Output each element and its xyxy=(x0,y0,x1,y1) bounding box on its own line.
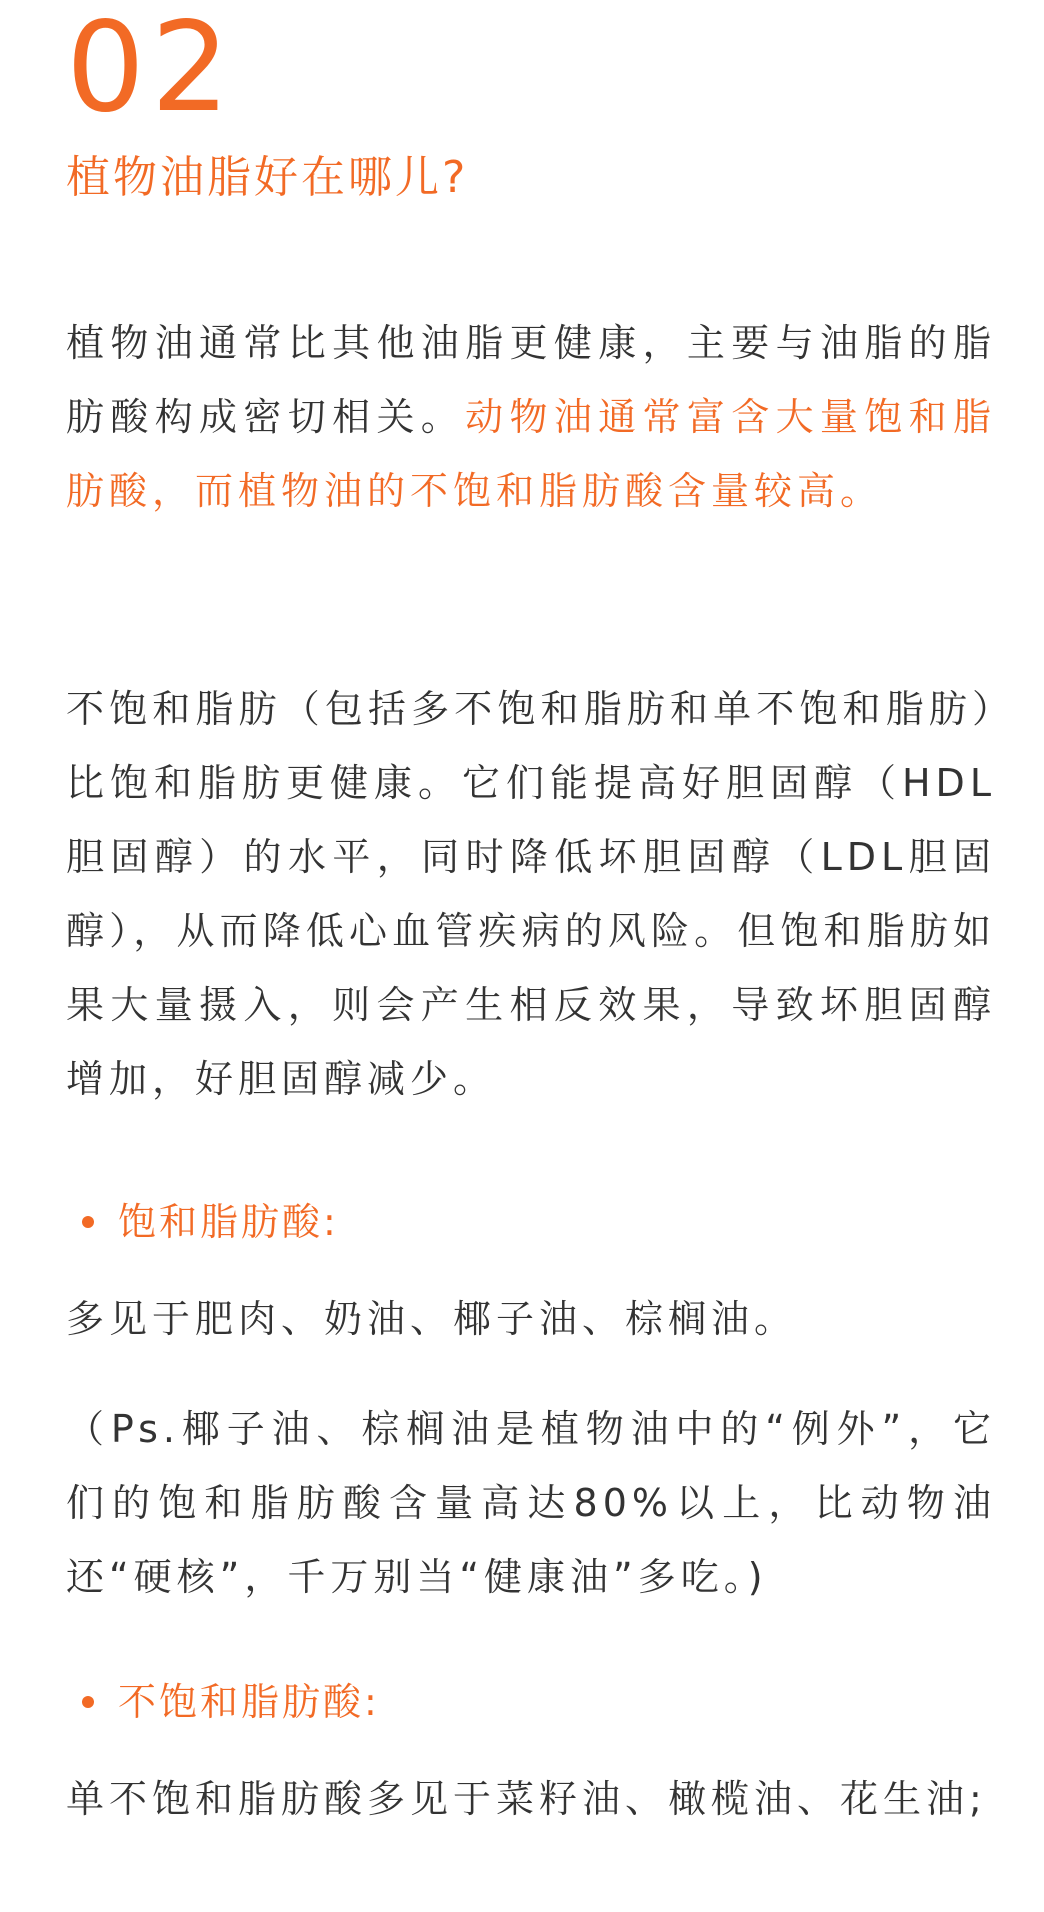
bullet-dot-icon xyxy=(82,1216,94,1228)
intro-text: 植物油通常比其他油脂更健康，主要与油脂的脂肪酸构成密切相关。 xyxy=(66,321,996,439)
unsaturated-sources: 单不饱和脂肪酸多见于菜籽油、橄榄油、花生油; xyxy=(66,1777,987,1821)
unsaturated-benefits-paragraph: 不饱和脂肪（包括多不饱和脂肪和单不饱和脂肪）比饱和脂肪更健康。它们能提高好胆固醇（HDL胆固醇）的水平，同时降低坏胆固醇（LDL胆固醇），从而降低心血管疾病的风险。但饱和脂肪如果大量摄入，则会产生相反效果，导致坏胆固醇增加，好胆固醇减少。 xyxy=(66,687,996,1101)
intro-highlight: 动物油通常富含大量饱和脂肪酸，而植物油的不饱和脂肪酸含量较高。 xyxy=(66,395,996,513)
saturated-sources: 多见于肥肉、奶油、椰子油、棕榈油。 xyxy=(66,1297,798,1341)
unsaturated-heading-label: 不饱和脂肪酸: xyxy=(118,1680,380,1724)
bullet-dot-icon xyxy=(82,1696,94,1708)
saturated-note: （Ps.椰子油、棕榈油是植物油中的“例外”，它们的饱和脂肪酸含量高达80%以上，比动物油还“硬核”，千万别当“健康油”多吃。) xyxy=(66,1407,996,1599)
section-title: 植物油脂好在哪儿? xyxy=(66,152,469,203)
saturated-heading xyxy=(82,1192,339,1252)
intro-paragraph xyxy=(66,306,996,528)
saturated-heading-label: 饱和脂肪酸: xyxy=(118,1200,339,1244)
section-number: 02 xyxy=(66,0,236,140)
unsaturated-heading xyxy=(82,1672,380,1732)
